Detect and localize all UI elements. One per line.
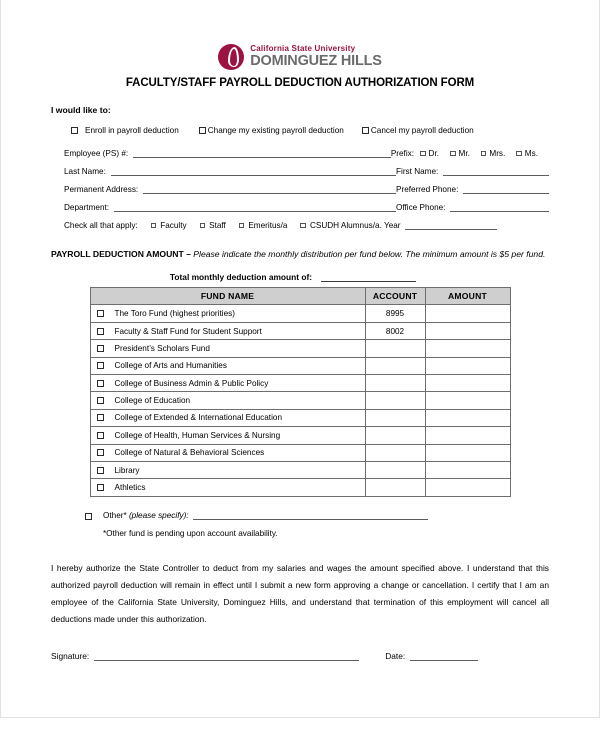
checkbox-icon[interactable] [151, 223, 157, 229]
prefix-label: Prefix: [390, 149, 415, 158]
cell-account [365, 444, 425, 461]
employee-id-input[interactable] [133, 149, 391, 158]
intent-label: I would like to: [51, 105, 111, 115]
address-input[interactable] [143, 185, 396, 194]
employee-info-section [51, 149, 549, 230]
office-phone-label: Office Phone: [396, 203, 446, 212]
checkbox-enroll[interactable] [71, 126, 179, 135]
other-fund-label-hint: (please specify): [128, 510, 189, 520]
cell-fund-name [90, 340, 365, 357]
total-amount-input[interactable] [321, 273, 416, 282]
fund-name-label: The Toro Fund (highest priorities) [114, 309, 235, 319]
checkbox-icon[interactable] [300, 223, 306, 229]
checkbox-icon[interactable] [97, 467, 104, 474]
column-header-amount: AMOUNT [425, 288, 510, 305]
table-row [90, 322, 510, 339]
signature-row [51, 651, 549, 661]
first-name-label: First Name: [396, 167, 439, 176]
checkbox-enroll-label: Enroll in payroll deduction [85, 126, 179, 135]
logo-line-university: California State University [250, 44, 356, 54]
cell-account [365, 392, 425, 409]
checkbox-faculty-label: Faculty [160, 221, 187, 230]
prefix-mrs-label: Mrs. [489, 149, 506, 158]
checkbox-icon[interactable] [85, 513, 92, 520]
employment-type-section [64, 221, 549, 230]
cell-amount[interactable] [425, 322, 510, 339]
checkbox-staff-label: Staff [209, 221, 226, 230]
other-fund-note: *Other fund is pending upon account availability. [103, 528, 278, 538]
cell-fund-name [90, 357, 365, 374]
fund-name-label: College of Extended & International Education [114, 413, 283, 423]
csudh-seal-icon [218, 44, 244, 70]
checkbox-icon[interactable] [199, 127, 206, 134]
table-row [90, 427, 510, 444]
table-row [90, 444, 510, 461]
logo-wordmark [250, 45, 382, 69]
cell-fund-name [90, 479, 365, 496]
table-row [90, 374, 510, 391]
deduction-instructions [51, 247, 549, 262]
checkbox-staff[interactable] [200, 221, 226, 230]
table-row [90, 392, 510, 409]
checkbox-icon[interactable] [239, 223, 245, 229]
prefix-mr-label: Mr. [458, 149, 470, 158]
date-input[interactable] [410, 652, 478, 661]
checkbox-icon[interactable] [97, 362, 104, 369]
checkbox-cancel-label: Cancel my payroll deduction [370, 126, 474, 135]
cell-amount[interactable] [425, 305, 510, 322]
date-label: Date: [385, 650, 406, 661]
cell-account [365, 461, 425, 478]
other-fund-input[interactable] [193, 511, 428, 520]
cell-amount[interactable] [425, 461, 510, 478]
checkbox-icon[interactable] [200, 223, 206, 229]
checkbox-icon[interactable] [97, 328, 104, 335]
checkbox-cancel[interactable] [362, 126, 474, 135]
cell-fund-name [90, 374, 365, 391]
other-fund-section [51, 511, 549, 538]
checkbox-icon[interactable] [97, 397, 104, 404]
prefix-options [420, 149, 549, 158]
table-row [90, 340, 510, 357]
other-fund-row[interactable] [85, 511, 549, 520]
checkbox-faculty[interactable] [151, 221, 187, 230]
info-row-names [64, 167, 549, 176]
checkbox-icon[interactable] [516, 151, 522, 157]
checkbox-icon[interactable] [97, 380, 104, 387]
cell-fund-name [90, 444, 365, 461]
checkbox-prefix-ms[interactable] [516, 149, 538, 158]
checkbox-alumnus-label: CSUDH Alumnus/a. Year [309, 221, 401, 230]
checkbox-emeritus[interactable] [239, 221, 288, 230]
fund-name-label: Athletics [114, 483, 146, 493]
cell-amount[interactable] [425, 340, 510, 357]
checkbox-icon[interactable] [97, 310, 104, 317]
cell-amount[interactable] [425, 374, 510, 391]
cell-account [365, 357, 425, 374]
alumnus-year-input[interactable] [405, 221, 497, 230]
address-label: Permanent Address: [64, 185, 139, 194]
fund-name-label: Faculty & Staff Fund for Student Support [114, 326, 262, 336]
checkbox-prefix-dr[interactable] [420, 149, 439, 158]
info-row-department [64, 203, 549, 212]
intent-options [51, 126, 549, 135]
authorization-paragraph: I hereby authorize the State Controller to deduct from my salaries and wages the amount specified above. I understand that this authorized payroll deduction will remain in effect until I submit a new form approving a change or cancellation. I certify that I am an employee of the California State University, Dominguez Hills, and understand that termination of this employment will cancel all deductions made under this authorization. [51, 562, 549, 625]
department-label: Department: [64, 203, 110, 212]
cell-fund-name [90, 392, 365, 409]
deduction-note: Please indicate the monthly distribution per fund below. The minimum amount is $5 per fund. [193, 249, 546, 259]
fund-table-body [90, 305, 510, 496]
info-row-address [64, 185, 549, 194]
cell-account [365, 374, 425, 391]
checkbox-icon[interactable] [362, 127, 369, 134]
cell-account: 8995 [365, 305, 425, 322]
fund-name-label: College of Business Admin & Public Policy [114, 378, 269, 388]
cell-amount[interactable] [425, 427, 510, 444]
table-header-row [90, 288, 510, 305]
prefix-ms-label: Ms. [524, 149, 538, 158]
cell-fund-name [90, 322, 365, 339]
checkbox-change-label: Change my existing payroll deduction [207, 126, 344, 135]
page-title: FACULTY/STAFF PAYROLL DEDUCTION AUTHORIZATION FORM [125, 77, 475, 89]
prefix-dr-label: Dr. [428, 149, 439, 158]
total-amount-label: Total monthly deduction amount of: [169, 272, 313, 283]
checkbox-icon[interactable] [481, 151, 487, 157]
cell-amount[interactable] [425, 444, 510, 461]
cell-account [365, 340, 425, 357]
checkbox-prefix-mrs[interactable] [481, 149, 505, 158]
cell-amount[interactable] [425, 479, 510, 496]
table-row [90, 305, 510, 322]
column-header-account: ACCOUNT [365, 288, 425, 305]
first-name-input[interactable] [443, 167, 549, 176]
last-name-input[interactable] [111, 167, 396, 176]
last-name-label: Last Name: [64, 167, 106, 176]
table-row [90, 461, 510, 478]
table-row [90, 357, 510, 374]
checkbox-icon[interactable] [97, 449, 104, 456]
logo-line-campus: DOMINGUEZ HILLS [250, 53, 382, 70]
check-all-label: Check all that apply: [64, 221, 138, 230]
checkbox-icon[interactable] [450, 151, 456, 157]
cell-amount[interactable] [425, 409, 510, 426]
checkbox-icon[interactable] [97, 414, 104, 421]
cell-account [365, 409, 425, 426]
checkbox-icon[interactable] [71, 127, 78, 134]
cell-account [365, 427, 425, 444]
checkbox-alumnus[interactable] [300, 221, 400, 230]
employee-id-label: Employee (PS) #: [64, 149, 129, 158]
office-phone-input[interactable] [450, 203, 549, 212]
other-fund-label [103, 511, 189, 520]
deduction-heading: PAYROLL DEDUCTION AMOUNT – [51, 249, 191, 259]
cell-amount[interactable] [425, 357, 510, 374]
cell-account [365, 479, 425, 496]
checkbox-change[interactable] [199, 126, 344, 135]
cell-fund-name [90, 461, 365, 478]
checkbox-prefix-mr[interactable] [450, 149, 470, 158]
info-row-employee-id [64, 149, 549, 158]
fund-name-label: Library [114, 465, 140, 475]
preferred-phone-label: Preferred Phone: [396, 185, 459, 194]
university-logo [51, 0, 549, 70]
cell-fund-name [90, 427, 365, 444]
fund-name-label: College of Natural & Behavioral Sciences [114, 448, 265, 458]
fund-name-label: College of Health, Human Services & Nursing [114, 430, 281, 440]
cell-fund-name [90, 409, 365, 426]
fund-table [90, 287, 511, 497]
total-amount-row [51, 272, 549, 282]
fund-name-label: College of Education [114, 396, 191, 406]
checkbox-emeritus-label: Emeritus/a [248, 221, 288, 230]
checkbox-icon[interactable] [97, 484, 104, 491]
fund-name-label: College of Arts and Humanities [114, 361, 227, 371]
signature-label: Signature: [51, 650, 90, 661]
table-row [90, 479, 510, 496]
other-fund-label-text: Other* [103, 510, 127, 520]
cell-account: 8002 [365, 322, 425, 339]
column-header-fund-name: FUND NAME [90, 288, 365, 305]
signature-input[interactable] [94, 652, 359, 661]
cell-fund-name [90, 305, 365, 322]
fund-name-label: President’s Scholars Fund [114, 343, 210, 353]
checkbox-icon[interactable] [420, 151, 426, 157]
cell-amount[interactable] [425, 392, 510, 409]
checkbox-icon[interactable] [97, 432, 104, 439]
preferred-phone-input[interactable] [463, 185, 549, 194]
checkbox-icon[interactable] [97, 345, 104, 352]
table-row [90, 409, 510, 426]
department-input[interactable] [114, 203, 396, 212]
